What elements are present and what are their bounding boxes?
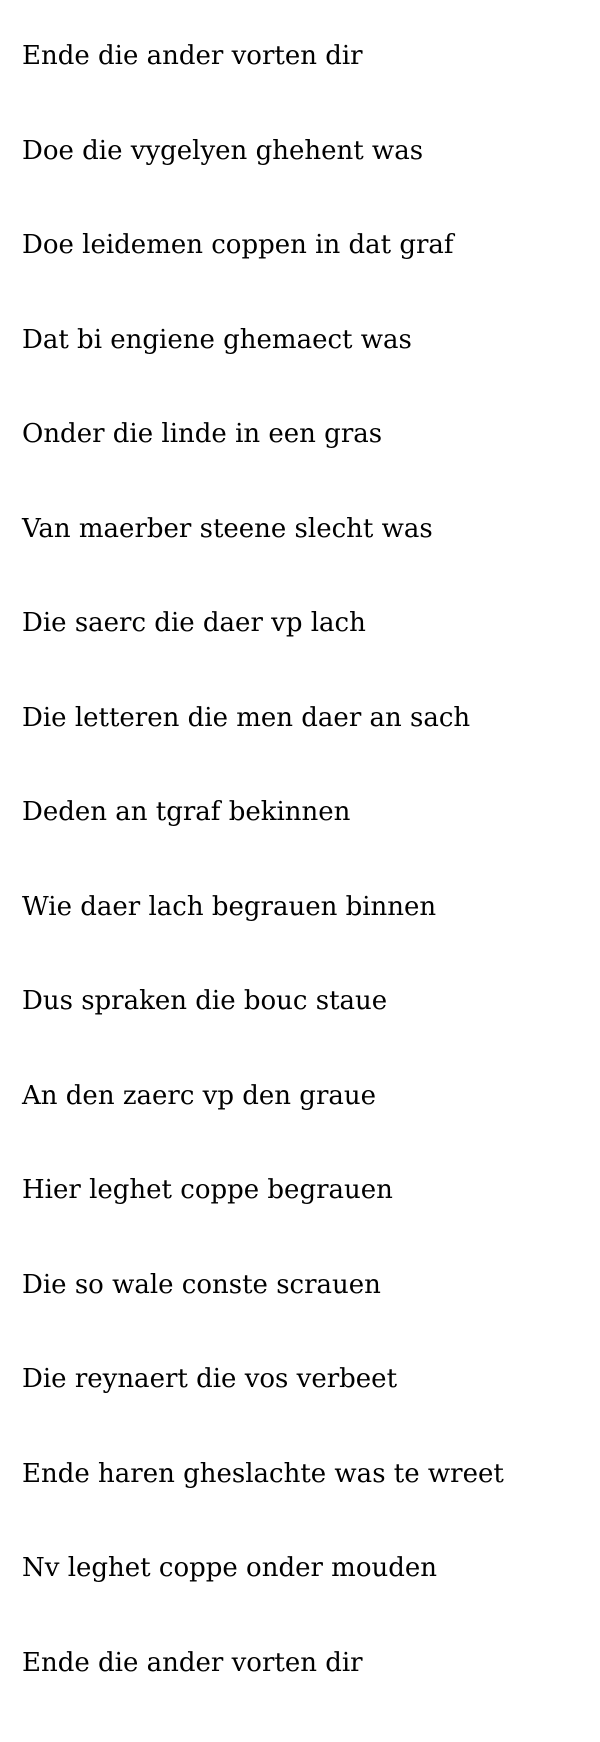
verse-line: Die saerc die daer vp lach — [22, 608, 366, 638]
verse-line: Van maerber steene slecht was — [22, 513, 433, 544]
verse-text — [22, 0, 504, 1742]
verse-line: An den zaerc vp den graue — [22, 1080, 377, 1111]
verse-line: Nv leghet coppe onder mouden — [22, 1553, 437, 1583]
verse-line-partial-top: Ende die ander vorten dir — [22, 41, 363, 71]
verse-line: Die so wale conste scrauen — [22, 1269, 381, 1300]
verse-line: Dus spraken die bouc staue — [22, 986, 388, 1016]
verse-line: Hier leghet coppe begrauen — [22, 1175, 393, 1205]
verse-line: Die letteren die men daer an sach — [22, 702, 471, 733]
verse-line: Onder die linde in een gras — [22, 419, 383, 449]
verse-line: Doe die vygelyen ghehent was — [22, 135, 424, 166]
verse-line-partial-bottom: Ende die ander vorten dir — [22, 1647, 363, 1678]
verse-line: Wie daer lach begrauen binnen — [22, 891, 437, 922]
verse-line: Deden an tgraf bekinnen — [22, 797, 351, 827]
verse-line: Ende haren gheslachte was te wreet — [22, 1458, 504, 1489]
verse-line: Die reynaert die vos verbeet — [22, 1364, 398, 1394]
verse-line: Dat bi engiene ghemaect was — [22, 324, 412, 355]
verse-line: Doe leidemen coppen in dat graf — [22, 230, 454, 260]
